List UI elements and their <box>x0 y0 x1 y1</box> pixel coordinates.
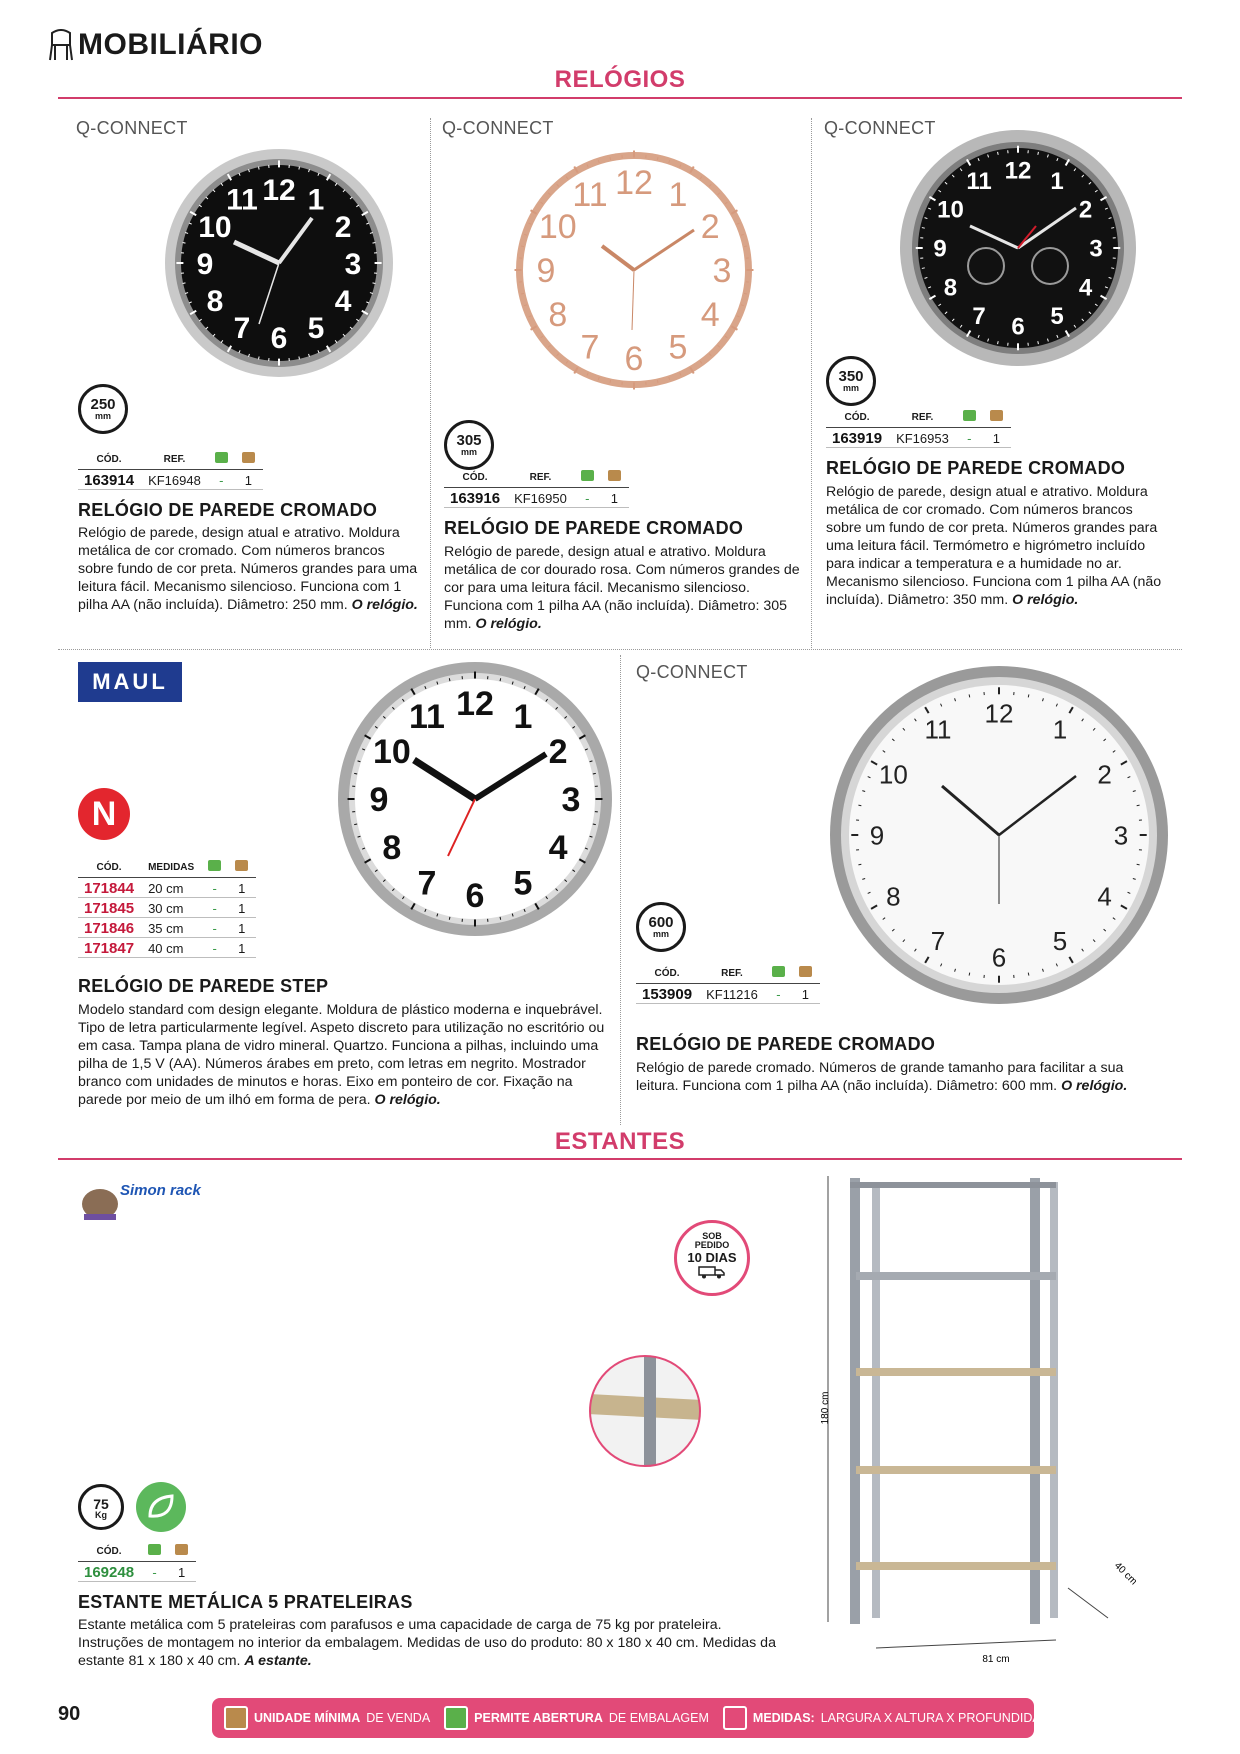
product-title: RELÓGIO DE PAREDE STEP <box>78 976 329 996</box>
clock-numeral: 8 <box>548 296 568 335</box>
diameter-unit: mm <box>842 383 859 393</box>
min-unit-value: 1 <box>793 984 820 1004</box>
brand-logo-qconnect: Q-CONNECT <box>824 118 936 138</box>
clock-numeral: 5 <box>1052 926 1068 957</box>
legend-bar <box>212 1698 1059 1738</box>
sale-unit-label: O relógio. <box>475 616 542 632</box>
min-unit-value: 1 <box>229 938 256 958</box>
category-title <box>48 28 263 62</box>
product-code: 171847 <box>78 938 142 958</box>
product-ref: KF16953 <box>890 428 957 448</box>
section-divider <box>58 97 1182 99</box>
open-package-icon <box>581 470 594 481</box>
sale-unit-label: O relógio. <box>1061 1078 1128 1094</box>
shelf-detail-zoom-image <box>588 1354 702 1468</box>
delivery-truck-icon <box>698 1265 726 1279</box>
clock-numeral: 5 <box>668 328 688 367</box>
clock-tick <box>1028 694 1029 697</box>
product-description <box>636 1059 1156 1095</box>
clock-numeral: 1 <box>307 183 325 217</box>
table-row <box>826 428 1011 448</box>
clock-tick <box>1137 805 1140 806</box>
open-package-icon <box>148 1544 161 1555</box>
clock-tick <box>969 694 970 697</box>
col-header-ref: REF. <box>142 452 209 470</box>
col-header-cod: CÓD. <box>444 470 508 488</box>
clock-numeral: 7 <box>580 328 600 367</box>
clock-numeral: 6 <box>624 340 644 379</box>
sale-unit-label: A estante. <box>244 1653 312 1669</box>
badge-line: 10 DIAS <box>687 1249 737 1265</box>
category-label: MOBILIÁRIO <box>78 28 263 61</box>
clock-numeral: 11 <box>924 714 952 745</box>
clock-tick <box>258 167 259 170</box>
clock-numeral: 9 <box>933 235 947 263</box>
clock-tick <box>1111 268 1114 269</box>
clock-tick <box>1111 228 1114 229</box>
product-code: 163916 <box>444 488 508 508</box>
product-title: RELÓGIO DE PAREDE CROMADO <box>636 1034 936 1054</box>
min-unit-value: 1 <box>236 470 263 490</box>
clock-numeral: 11 <box>409 698 445 737</box>
new-badge: N <box>78 788 130 840</box>
product-measure: 30 cm <box>142 898 202 918</box>
clock-numeral: 12 <box>262 173 296 207</box>
min-unit-box-icon <box>990 410 1003 421</box>
clock-tick <box>998 152 999 155</box>
table-row <box>78 938 256 958</box>
product-code-table <box>78 860 256 958</box>
clock-numeral: 9 <box>369 781 389 820</box>
measure-icon <box>723 1706 747 1730</box>
column-divider <box>430 118 431 648</box>
product-description <box>444 543 802 633</box>
clock-numeral: 4 <box>548 829 568 868</box>
col-header-medidas: MEDIDAS <box>142 860 202 878</box>
legend-min-unit <box>224 1706 430 1730</box>
product-ref: KF16948 <box>142 470 209 490</box>
brand-logo-qconnect: Q-CONNECT <box>76 118 188 138</box>
clock-numeral: 6 <box>270 321 288 355</box>
chair-icon <box>48 29 74 61</box>
clock-image <box>514 150 754 390</box>
clock-numeral: 1 <box>668 176 688 215</box>
badge-line: SOB <box>702 1231 722 1241</box>
clock-tick <box>998 341 999 344</box>
clock-numeral: 10 <box>538 208 577 247</box>
product-code: 163914 <box>78 470 142 490</box>
clock-numeral: 7 <box>233 311 251 345</box>
open-value: - <box>957 428 984 448</box>
min-unit-value: 1 <box>169 1562 196 1582</box>
clock-tick <box>449 678 450 681</box>
description-text: Relógio de parede, design atual e atrativo. Moldura metálica de cor cromado. Com números brancos sobre fundo de cor preta. Números grandes para uma leitura fácil. Mecanismo silencioso. Funciona com 1 pilha AA (não incluída). Diâmetro: 250 mm. <box>78 525 418 613</box>
clock-numeral: 3 <box>344 247 362 281</box>
section-title-shelves: ESTANTES <box>554 1128 686 1155</box>
col-header-ref: REF. <box>890 410 957 428</box>
legend-label: UNIDADE MÍNIMA <box>254 1711 361 1725</box>
product-code: 169248 <box>78 1562 142 1582</box>
product-ref: KF16950 <box>508 488 575 508</box>
clock-numeral: 6 <box>1011 313 1025 341</box>
description-text: Modelo standard com design elegante. Moldura de plástico moderna e inquebrável. Tipo de letra particularmente legível. Aspeto discreto para utilização no escritório ou em casa. Tampa plana de vidro mineral. Quartzo. Funciona a pilhas, incluindo uma pilha de 1,5 V (AA). Números árabes em preto, com letras em negrito. Mostrador branco com unidades de minutos e horas. Eixo em ponteiro de cor. Fixação na parede por meio de um ilhó em forma de pera. <box>78 1002 605 1108</box>
min-unit-box-icon <box>608 470 621 481</box>
table-row <box>78 878 256 898</box>
product-description <box>826 483 1170 609</box>
clock-tick <box>1038 341 1039 344</box>
product-code: 171846 <box>78 918 142 938</box>
product-description <box>78 524 420 614</box>
product-code-table <box>826 410 1011 448</box>
clock-numeral: 10 <box>198 210 232 244</box>
clock-numeral: 1 <box>513 698 533 737</box>
clock-numeral: 12 <box>615 164 653 203</box>
clock-numeral: 12 <box>1004 157 1032 185</box>
col-header-cod: CÓD. <box>78 860 142 878</box>
min-unit-value: 1 <box>229 898 256 918</box>
clock-numeral: 9 <box>196 247 214 281</box>
col-header-ref: REF. <box>508 470 575 488</box>
clock-image <box>828 664 1170 1006</box>
clock-image <box>898 128 1138 368</box>
clock-tick <box>299 357 300 360</box>
clock-numeral: 5 <box>1050 303 1064 331</box>
legend-open-package <box>444 1706 709 1730</box>
clock-numeral: 3 <box>1089 235 1103 263</box>
min-unit-box-icon <box>175 1544 188 1555</box>
clock-numeral: 8 <box>206 284 224 318</box>
open-value: - <box>766 984 793 1004</box>
svg-text:40 cm: 40 cm <box>1111 1560 1139 1588</box>
diameter-unit: mm <box>94 411 111 421</box>
diameter-unit: mm <box>460 447 477 457</box>
product-title: RELÓGIO DE PAREDE CROMADO <box>826 458 1126 478</box>
clock-numeral: 3 <box>1113 820 1129 851</box>
brand-logo-maul: MAUL <box>78 662 182 702</box>
clock-numeral: 1 <box>1052 714 1068 745</box>
open-value: - <box>142 1562 169 1582</box>
sale-unit-label: O relógio. <box>374 1092 441 1108</box>
clock-tick <box>354 773 357 774</box>
clock-numeral: 7 <box>417 864 437 903</box>
open-package-icon <box>772 966 785 977</box>
clock-tick <box>858 864 861 865</box>
product-description <box>78 1001 610 1109</box>
legend-label-rest: LARGURA X ALTURA X PROFUNDIDADE <box>820 1711 1059 1725</box>
open-box-icon <box>444 1706 468 1730</box>
min-unit-value: 1 <box>602 488 629 508</box>
clock-tick <box>373 283 376 284</box>
open-value: - <box>209 470 236 490</box>
load-capacity-badge <box>78 1484 124 1530</box>
load-unit: Kg <box>95 1510 107 1520</box>
clock-tick <box>1137 864 1140 865</box>
clock-numeral: 2 <box>548 733 568 772</box>
product-code: 153909 <box>636 984 700 1004</box>
legend-label-rest: DE VENDA <box>366 1711 431 1725</box>
open-value: - <box>202 878 229 898</box>
clock-tick <box>744 246 747 247</box>
clock-image <box>162 146 396 380</box>
dimension-height: 180 cm <box>820 1391 831 1425</box>
clock-tick <box>610 380 611 383</box>
diameter-value: 250 <box>90 396 116 413</box>
clock-numeral: 9 <box>869 820 885 851</box>
clock-numeral: 3 <box>712 252 732 291</box>
metal-shelf-image <box>816 1168 1146 1668</box>
description-text: Relógio de parede, design atual e atrativo. Moldura metálica de cor cromado. Com números brancos sobre um fundo de cor preta. Números grandes para uma leitura fácil. Termómetro e higrómetro incluído para indicar a temperatura e a humidade no ar. Mecanismo silencioso. Funciona com 1 pilha AA (não incluída). Diâmetro: 350 mm. <box>826 484 1162 608</box>
product-code-table <box>78 1544 196 1582</box>
legend-label-rest: DE EMBALAGEM <box>608 1711 709 1725</box>
clock-numeral: 10 <box>878 759 908 790</box>
clock-tick <box>969 973 970 976</box>
clock-numeral: 2 <box>1078 196 1093 224</box>
clock-tick <box>354 824 357 825</box>
clock-numeral: 11 <box>966 168 992 196</box>
box-icon <box>224 1706 248 1730</box>
product-measure: 20 cm <box>142 878 202 898</box>
clock-tick <box>299 167 300 170</box>
brand-name: Simon rack <box>120 1182 201 1199</box>
min-unit-value: 1 <box>984 428 1011 448</box>
product-title: RELÓGIO DE PAREDE CROMADO <box>78 500 378 520</box>
clock-numeral: 4 <box>334 284 352 318</box>
clock-tick <box>657 380 658 383</box>
clock-numeral: 8 <box>943 274 958 302</box>
brand-logo-qconnect: Q-CONNECT <box>636 662 748 682</box>
min-unit-box-icon <box>235 860 248 871</box>
clock-numeral: 4 <box>1097 881 1112 912</box>
diameter-unit: mm <box>652 929 669 939</box>
description-text: Relógio de parede, design atual e atrativo. Moldura metálica de cor dourado rosa. Com números grandes de cor para uma leitura fácil. Mecanismo silencioso. Funciona com 1 pilha AA (não incluída). Diâmetro: 305 mm. <box>444 544 800 632</box>
clock-numeral: 12 <box>984 698 1014 729</box>
product-code: 171844 <box>78 878 142 898</box>
column-divider <box>620 655 621 1125</box>
min-unit-box-icon <box>799 966 812 977</box>
clock-numeral: 1 <box>1050 168 1064 196</box>
col-header-cod: CÓD. <box>636 966 700 984</box>
clock-tick <box>657 157 658 160</box>
sale-unit-label: O relógio. <box>1012 592 1079 608</box>
product-ref: KF11216 <box>700 984 766 1004</box>
clock-tick <box>500 917 501 920</box>
clock-tick <box>373 242 376 243</box>
legend-label: PERMITE ABERTURA <box>474 1711 603 1725</box>
product-measure: 35 cm <box>142 918 202 938</box>
clock-numeral: 7 <box>930 926 946 957</box>
clock-tick <box>521 246 524 247</box>
col-header-cod: CÓD. <box>78 452 142 470</box>
open-value: - <box>202 898 229 918</box>
table-row <box>78 898 256 918</box>
leaf-icon <box>136 1482 186 1532</box>
table-row <box>78 918 256 938</box>
diameter-badge <box>636 902 686 952</box>
clock-numeral: 5 <box>307 311 325 345</box>
eco-leaf-icon <box>136 1482 186 1532</box>
clock-numeral: 12 <box>456 685 494 724</box>
clock-tick <box>183 242 186 243</box>
clock-image <box>336 660 614 938</box>
table-row <box>78 470 263 490</box>
column-divider <box>811 118 812 648</box>
diameter-badge <box>78 384 128 434</box>
min-unit-value: 1 <box>229 918 256 938</box>
clock-numeral: 4 <box>700 296 720 335</box>
load-value: 75 <box>93 1496 109 1512</box>
clock-tick <box>521 293 524 294</box>
clock-numeral: 10 <box>937 196 964 224</box>
section-divider <box>58 1158 1182 1160</box>
clock-tick <box>1038 152 1039 155</box>
clock-tick <box>183 283 186 284</box>
diameter-badge <box>826 356 876 406</box>
col-header-cod: CÓD. <box>78 1544 142 1562</box>
description-text: Estante metálica com 5 prateleiras com parafusos e uma capacidade de carga de 75 kg por prateleira. Instruções de montagem no interior da embalagem. Medidas de uso do produto: 80 x 180 x 40 cm. Medidas da estante 81 x 180 x 40 cm. <box>78 1617 776 1669</box>
clock-numeral: 8 <box>382 829 402 868</box>
clock-numeral: 6 <box>991 942 1007 973</box>
badge-line: PEDIDO <box>694 1240 730 1251</box>
diameter-value: 600 <box>648 914 674 931</box>
section-title-clocks: RELÓGIOS <box>554 66 686 93</box>
clock-numeral: 2 <box>700 208 720 247</box>
open-package-icon <box>208 860 221 871</box>
clock-tick <box>593 824 596 825</box>
legend-measures <box>723 1706 1058 1730</box>
min-unit-value: 1 <box>229 878 256 898</box>
open-package-icon <box>963 410 976 421</box>
made-to-order-badge <box>674 1220 750 1296</box>
open-value: - <box>575 488 602 508</box>
product-title: ESTANTE METÁLICA 5 PRATELEIRAS <box>78 1592 413 1612</box>
clock-tick <box>258 357 259 360</box>
diameter-value: 305 <box>456 432 482 449</box>
clock-numeral: 11 <box>226 183 258 217</box>
product-code: 163919 <box>826 428 890 448</box>
product-code: 171845 <box>78 898 142 918</box>
legend-label: MEDIDAS: <box>752 1711 815 1725</box>
clock-numeral: 10 <box>372 733 411 772</box>
product-description <box>78 1616 778 1670</box>
clock-tick <box>449 917 450 920</box>
clock-numeral: 5 <box>513 864 533 903</box>
clock-numeral: 2 <box>334 210 352 244</box>
clock-numeral: 11 <box>572 176 608 215</box>
col-header-cod: CÓD. <box>826 410 890 428</box>
clock-numeral: 7 <box>972 303 986 331</box>
clock-tick <box>922 268 925 269</box>
clock-numeral: 3 <box>561 781 581 820</box>
open-package-icon <box>215 452 228 463</box>
clock-tick <box>922 228 925 229</box>
open-value: - <box>202 938 229 958</box>
table-row <box>636 984 820 1004</box>
product-measure: 40 cm <box>142 938 202 958</box>
page-number: 90 <box>58 1703 81 1725</box>
clock-tick <box>858 805 861 806</box>
clock-numeral: 9 <box>536 252 556 291</box>
clock-tick <box>593 773 596 774</box>
brand-logo-simonrack <box>78 1178 201 1224</box>
product-code-table <box>444 470 629 508</box>
open-value: - <box>202 918 229 938</box>
clock-tick <box>500 678 501 681</box>
clock-numeral: 2 <box>1097 759 1112 790</box>
table-row <box>444 488 629 508</box>
sale-unit-label: O relógio. <box>351 597 418 613</box>
product-code-table <box>78 452 263 490</box>
description-text: Relógio de parede cromado. Números de grande tamanho para facilitar a sua leitura. Funciona com 1 pilha AA (não incluída). Diâmetro: 600 mm. <box>636 1060 1124 1094</box>
product-title: RELÓGIO DE PAREDE CROMADO <box>444 518 744 538</box>
row-divider <box>58 649 1182 650</box>
product-code-table <box>636 966 820 1004</box>
col-header-ref: REF. <box>700 966 766 984</box>
diameter-value: 350 <box>838 368 864 385</box>
min-unit-box-icon <box>242 452 255 463</box>
clock-tick <box>1028 973 1029 976</box>
clock-tick <box>744 293 747 294</box>
clock-numeral: 4 <box>1078 274 1093 302</box>
brand-logo-qconnect: Q-CONNECT <box>442 118 554 138</box>
diameter-badge <box>444 420 494 470</box>
clock-tick <box>610 157 611 160</box>
clock-numeral: 8 <box>886 881 901 912</box>
clock-numeral: 6 <box>465 877 485 916</box>
svg-text:81 cm: 81 cm <box>982 1654 1010 1665</box>
table-row <box>78 1562 196 1582</box>
